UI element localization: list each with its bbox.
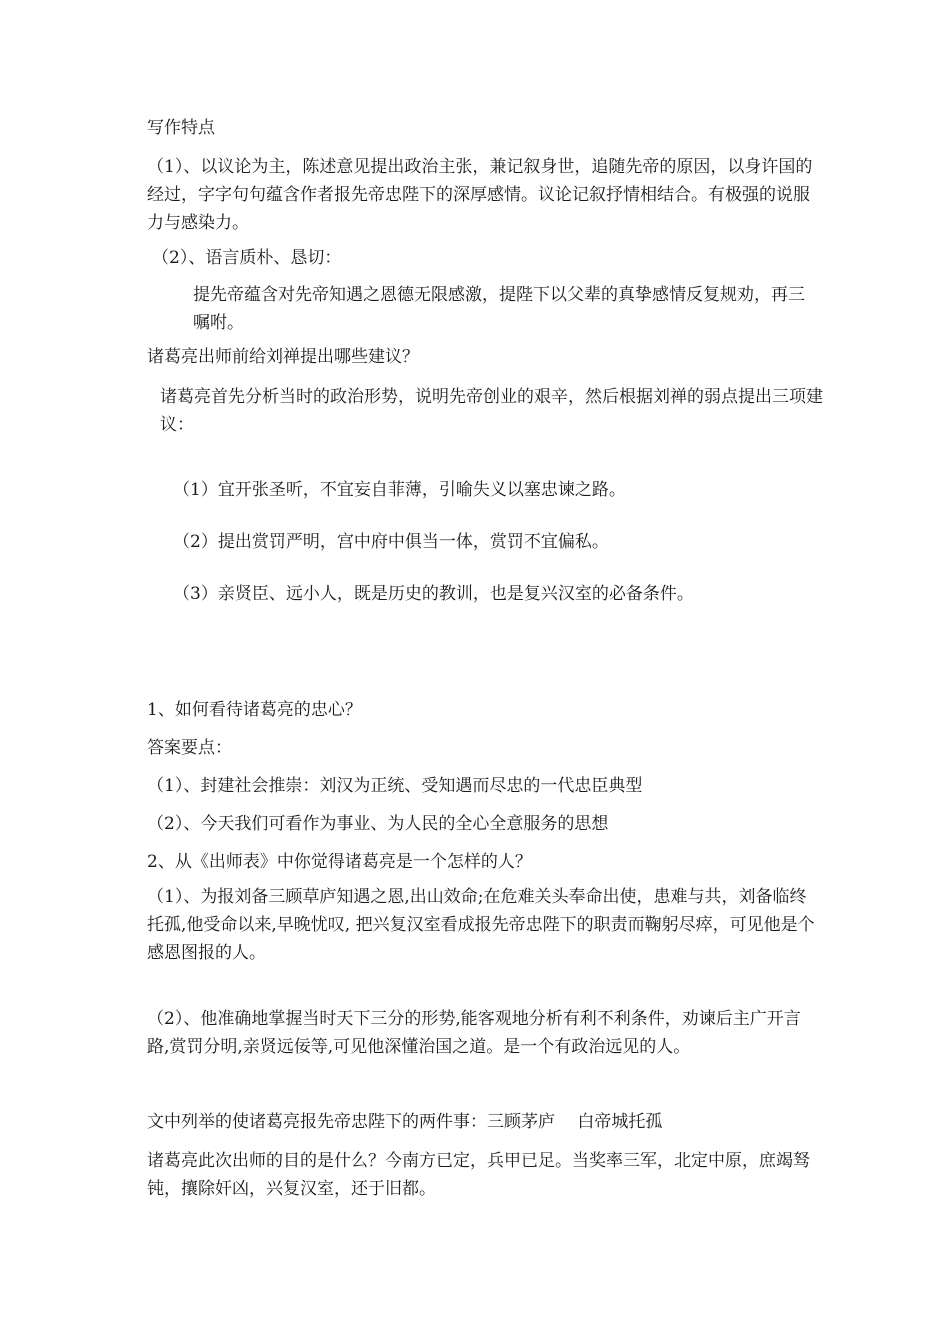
q2-answer-2: （2）、他准确地掌握当时天下三分的形势,能客观地分析有利不利条件，劝谏后主广开言路,赏罚分明,亲贤远佞等,可见他深懂治国之道。是一个有政治远见的人。	[147, 1009, 801, 1057]
q2-answer-1: （1）、为报刘备三顾草庐知遇之恩,出山效命;在危难关头奉命出使，患难与共，刘备临终托孤,他受命以来,早晚忧叹, 把兴复汉室看成报先帝忠陛下的职责而鞠躬尽瘁，可见他是个感恩图报的人。	[147, 887, 815, 963]
feature-paragraph-1: （1）、以议论为主，陈述意见提出政治主张，兼记叙身世，追随先帝的原因，以身许国的经过，字字句句蕴含作者报先帝忠陛下的深厚感情。议论记叙抒情相结合。有极强的说服力与感染力。	[147, 157, 813, 233]
two-events: 文中列举的使诸葛亮报先帝忠陛下的两件事：三顾茅庐 白帝城托孤	[147, 1112, 663, 1132]
purpose-paragraph: 诸葛亮此次出师的目的是什么？今南方已定，兵甲已足。当奖率三军，北定中原，庶竭驽钝，攘除奸凶，兴复汉室，还于旧都。	[147, 1151, 810, 1199]
feature-paragraph-2: （2）、语言质朴、恳切：	[152, 248, 342, 268]
feature-paragraph-3: 提先帝蕴含对先帝知遇之恩德无限感激，提陛下以父辈的真挚感情反复规劝，再三嘱咐。	[193, 285, 805, 333]
question-suggestions: 诸葛亮出师前给刘禅提出哪些建议？	[147, 347, 419, 367]
q1-answer-2: （2）、今天我们可看作为事业、为人民的全心全意服务的思想	[147, 814, 609, 834]
suggestion-item-1: （1）宜开张圣听，不宜妄自菲薄，引喻失义以塞忠谏之路。	[173, 480, 626, 500]
question-1: 1、如何看待诸葛亮的忠心？	[147, 700, 362, 720]
question-2: 2、从《出师表》中你觉得诸葛亮是一个怎样的人？	[147, 852, 532, 872]
answer-label: 答案要点：	[147, 738, 232, 758]
section-title: 写作特点	[147, 118, 215, 138]
suggestion-item-2: （2）提出赏罚严明，宫中府中俱当一体，赏罚不宜偏私。	[173, 532, 609, 552]
q1-answer-1: （1）、封建社会推崇：刘汉为正统、受知遇而尽忠的一代忠臣典型	[147, 776, 643, 796]
suggestions-intro: 诸葛亮首先分析当时的政治形势，说明先帝创业的艰辛，然后根据刘禅的弱点提出三项建议：	[160, 387, 823, 435]
suggestion-item-3: （3）亲贤臣、远小人，既是历史的教训，也是复兴汉室的必备条件。	[173, 584, 694, 604]
